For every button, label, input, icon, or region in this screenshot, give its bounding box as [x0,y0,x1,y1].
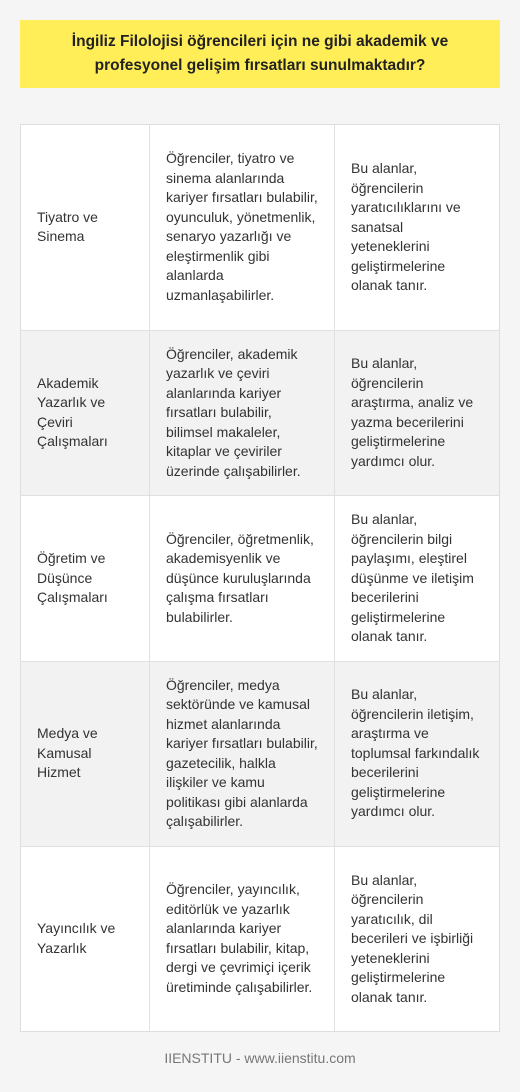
opportunities-table [20,124,500,1032]
area-cell: Akademik Yazarlık ve Çeviri Çalışmaları [21,330,150,496]
table-row [21,846,499,1031]
footer-credit: IIENSTITU - www.iienstitu.com [164,1050,356,1066]
description-cell: Öğrenciler, akademik yazarlık ve çeviri alanlarında kariyer fırsatları bulabilir, bilimsel makaleler, kitaplar ve çeviriler üzerinde çalışabilirler. [150,330,335,496]
title-banner [20,20,500,88]
description-cell: Öğrenciler, tiyatro ve sinema alanlarında kariyer fırsatları bulabilir, oyunculuk, yönetmenlik, senaryo yazarlığı ve eleştirmenlik gibi alanlarda uzmanlaşabilirler. [150,125,335,330]
area-cell: Öğretim ve Düşünce Çalışmaları [21,496,150,662]
benefit-cell: Bu alanlar, öğrencilerin iletişim, araştırma ve toplumsal farkındalık becerilerini geliştirmelerine yardımcı olur. [335,661,500,846]
page-title: İngiliz Filolojisi öğrencileri için ne gibi akademik ve profesyonel gelişim fırsatları sunulmaktadır? [71,33,449,74]
table-row [21,125,499,330]
benefit-cell: Bu alanlar, öğrencilerin yaratıcılık, dil becerileri ve işbirliği yeteneklerini geliştirmelerine olanak tanır. [351,871,474,1005]
benefit-cell: Bu alanlar, öğrencilerin araştırma, analiz ve yazma becerilerini geliştirmelerine yardımcı olur. [335,330,500,496]
benefit-cell: Bu alanlar, öğrencilerin yaratıcılıklarını ve sanatsal yeteneklerini geliştirmelerine olanak tanır. [335,125,500,330]
benefit-cell: Bu alanlar, öğrencilerin bilgi paylaşımı, eleştirel düşünme ve iletişim becerilerini geliştirmelerine olanak tanır. [335,496,500,662]
table-row [21,661,499,846]
area-cell: Medya ve Kamusal Hizmet [21,661,150,846]
table-row [21,330,499,496]
table-row [21,496,499,662]
description-cell: Öğrenciler, medya sektöründe ve kamusal hizmet alanlarında kariyer fırsatları bulabilir, gazetecilik, halkla ilişkiler ve kamu politikası gibi alanlarda çalışabilirler. [150,661,335,846]
area-cell: Yayıncılık ve Yazarlık [21,846,150,1031]
description-cell: Öğrenciler, yayıncılık, editörlük ve yazarlık alanlarında kariyer fırsatları bulabilir, kitap, dergi ve çevrimiçi içerik üretiminde çalışabilirler. [150,846,335,1031]
area-cell: Tiyatro ve Sinema [21,125,150,330]
description-cell: Öğrenciler, öğretmenlik, akademisyenlik ve düşünce kuruluşlarında çalışma fırsatları bulabilirler. [150,496,335,662]
